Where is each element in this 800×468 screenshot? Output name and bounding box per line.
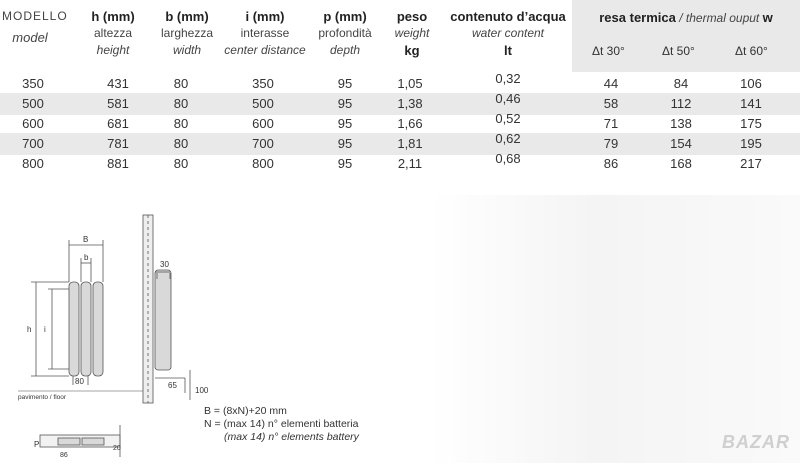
label-20: 20	[113, 445, 121, 452]
col-h-en: height	[96, 43, 130, 57]
product-photo-area	[430, 195, 800, 463]
table-cell: 700	[22, 136, 44, 151]
resa-title-it: resa termica	[599, 10, 676, 25]
label-h: h	[27, 325, 32, 334]
table-cell: 781	[107, 136, 129, 151]
col-i-title: i (mm)	[245, 9, 285, 24]
label-p: P	[34, 440, 40, 449]
table-cell: 80	[173, 136, 189, 151]
col-peso	[382, 8, 442, 59]
table-cell: 1,05	[397, 76, 423, 91]
delta-60: Δt 60°	[735, 44, 768, 58]
table-cell: 217	[740, 156, 762, 171]
table-cell: 95	[337, 136, 353, 151]
table-row	[0, 133, 800, 155]
table-cell: 1,81	[397, 136, 423, 151]
table-cell: 95	[337, 156, 353, 171]
label-floor: pavimento / floor	[18, 394, 67, 401]
table-row	[0, 73, 800, 95]
table-cell: 0,32	[495, 71, 521, 86]
col-b	[152, 8, 222, 59]
col-h-title: h (mm)	[91, 9, 135, 24]
col-p-title: p (mm)	[323, 9, 367, 24]
table-cell: 700	[252, 136, 274, 151]
label-b: b	[84, 253, 89, 262]
col-i-en: center distance	[224, 43, 306, 57]
table-cell: 600	[22, 116, 44, 131]
table-cell: 431	[107, 76, 129, 91]
col-h	[80, 8, 146, 59]
col-p	[312, 8, 378, 59]
table-cell: 500	[252, 96, 274, 111]
notes	[204, 405, 359, 444]
table-cell: 86	[603, 156, 619, 171]
radiator-element-3	[93, 282, 103, 376]
col-water-title: contenuto d’acqua	[450, 9, 566, 24]
resa-title-en: / thermal ouput	[679, 11, 760, 25]
note-elements-it: N = (max 14) n° elementi batteria	[204, 418, 359, 430]
label-30: 30	[160, 260, 169, 269]
table-cell: 112	[670, 96, 692, 111]
table-cell: 71	[603, 116, 619, 131]
radiator-element-2	[81, 282, 91, 376]
table-cell: 84	[673, 76, 689, 91]
col-peso-unit: kg	[404, 43, 420, 58]
col-water-en: water content	[471, 26, 545, 40]
table-row	[0, 93, 800, 115]
note-formula: B = (8xN)+20 mm	[204, 405, 287, 417]
label-86: 86	[60, 452, 68, 459]
table-cell: 0,62	[495, 131, 521, 146]
col-b-it: larghezza	[160, 26, 214, 40]
col-i	[222, 8, 308, 59]
table-cell: 168	[670, 156, 692, 171]
table-cell: 0,46	[495, 91, 521, 106]
table-row	[0, 153, 800, 175]
table-cell: 0,68	[495, 151, 521, 166]
table-cell: 154	[670, 136, 692, 151]
table-cell: 350	[22, 76, 44, 91]
table-cell: 800	[22, 156, 44, 171]
col-p-it: profondità	[318, 26, 372, 40]
col-model-sub: model	[12, 30, 48, 45]
table-cell: 141	[740, 96, 762, 111]
col-b-en: width	[172, 43, 201, 57]
note-elements-en: (max 14) n° elements battery	[224, 431, 359, 443]
col-model-title: MODELLO	[2, 9, 68, 23]
table-cell: 1,38	[397, 96, 423, 111]
table-cell: 80	[173, 76, 189, 91]
label-100: 100	[195, 386, 209, 395]
label-80: 80	[75, 377, 84, 386]
label-i: i	[44, 325, 46, 334]
table-cell: 600	[252, 116, 274, 131]
table-cell: 80	[173, 116, 189, 131]
col-model	[2, 8, 68, 46]
table-cell: 58	[603, 96, 619, 111]
label-B: B	[83, 235, 89, 244]
table-cell: 80	[173, 156, 189, 171]
col-water	[440, 8, 576, 59]
col-b-title: b (mm)	[165, 9, 209, 24]
table-cell: 0,52	[495, 111, 521, 126]
table-cell: 350	[252, 76, 274, 91]
table-cell: 1,66	[397, 116, 423, 131]
col-h-it: altezza	[93, 26, 133, 40]
table-cell: 106	[740, 76, 762, 91]
col-peso-en: weight	[394, 26, 430, 40]
table-cell: 2,11	[397, 156, 423, 171]
table-cell: 79	[603, 136, 619, 151]
table-cell: 95	[337, 116, 353, 131]
resa-unit: w	[762, 10, 773, 25]
table-cell: 195	[740, 136, 762, 151]
delta-50: Δt 50°	[662, 44, 695, 58]
radiator-element-1	[69, 282, 79, 376]
label-65: 65	[168, 381, 177, 390]
table-cell: 500	[22, 96, 44, 111]
table-cell: 581	[107, 96, 129, 111]
table-cell: 881	[107, 156, 129, 171]
col-peso-title: peso	[396, 9, 428, 24]
watermark-logo: BAZAR	[722, 432, 790, 452]
col-p-en: depth	[329, 43, 361, 57]
table-cell: 800	[252, 156, 274, 171]
table-cell: 138	[670, 116, 692, 131]
col-i-it: interasse	[240, 26, 290, 40]
table-cell: 681	[107, 116, 129, 131]
table-cell: 95	[337, 76, 353, 91]
radiator-side	[155, 270, 171, 370]
resa-title	[572, 10, 800, 25]
table-cell: 44	[603, 76, 619, 91]
table-cell: 80	[173, 96, 189, 111]
col-water-unit: lt	[504, 43, 512, 58]
delta-30: Δt 30°	[592, 44, 625, 58]
table-cell: 95	[337, 96, 353, 111]
table-cell: 175	[740, 116, 762, 131]
table-row	[0, 113, 800, 135]
